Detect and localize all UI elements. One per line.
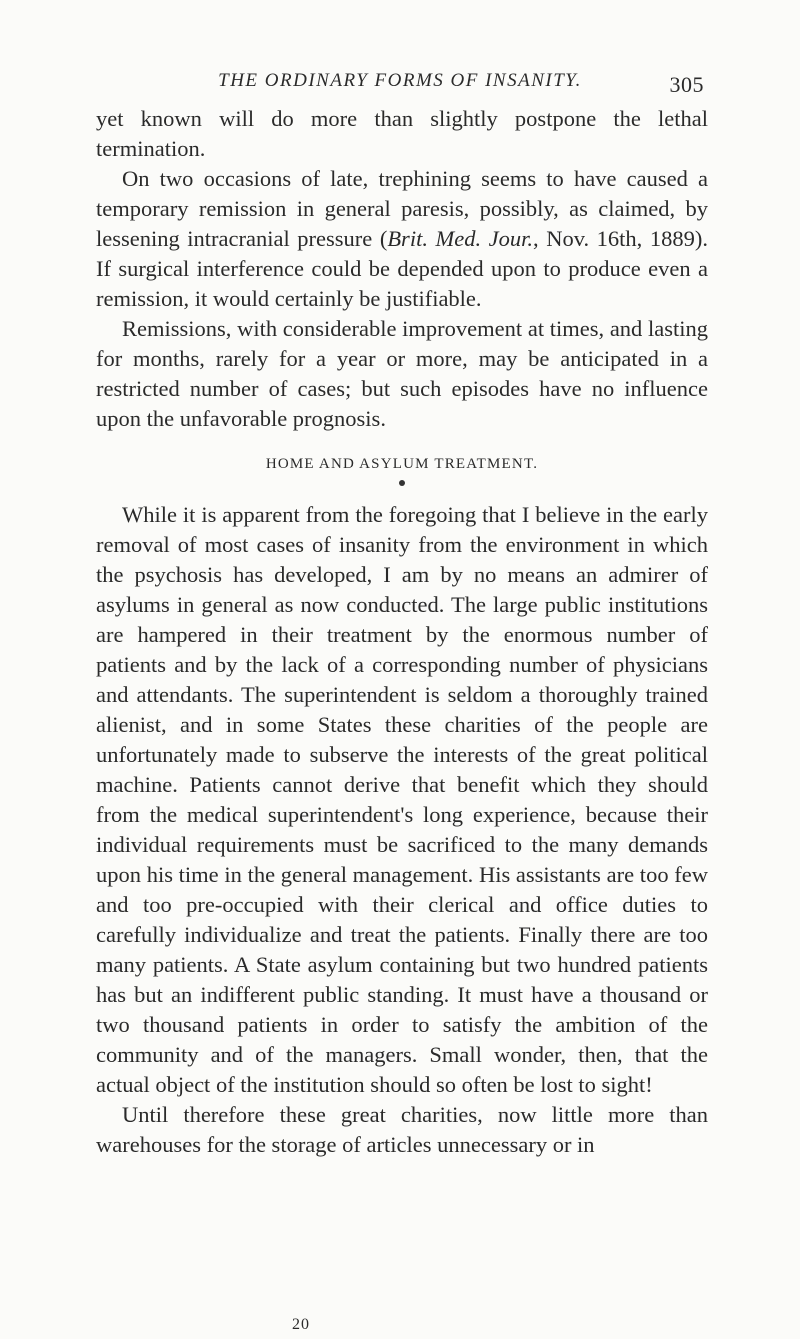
paragraph-remissions: Remissions, with considerable improvement at times, and lasting for months, rarely for a year or more, may be anticipated in a restricted number of cases; but such episodes have no influence upon the unfavorable prognosis.: [96, 316, 708, 431]
body-text: [96, 104, 708, 1160]
heading-dot-ornament: [399, 480, 405, 486]
section-heading: HOME AND ASYLUM TREATMENT.: [265, 456, 539, 472]
paragraph-asylums: While it is apparent from the foregoing that I believe in the early removal of most cases of insanity from the environment in which the psychosis has developed, I am by no means an admirer of asylums in general as now conducted. The large public institutions are hampered in their treatment by the enormous number of patients and by the lack of a corresponding number of physicians and attendants. The superintendent is seldom a thoroughly trained alienist, and in some States these charities of the people are unfortunately made to subserve the interests of the great political machine. Patients cannot derive that benefit which they should from the medical superintendent's long experience, because their individual requirements must be sacrificed to the many demands upon his time in the general management. His assistants are too few and too pre-occupied with their clerical and office duties to carefully individualize and treat the patients. Finally there are too many patients. A State asylum containing but two hundred patients has but an indifferent public standing. It must have a thousand or two thousand patients in order to satisfy the ambition of the community and of the managers. Small wonder, then, that the actual object of the institution should so often be lost to sight!: [96, 502, 708, 1097]
paragraph-trephining-text-a: On two occasions of late, trephining seems to have caused a temporary remission in general paresis, possibly, as claimed, by lessening intracranial pressure (: [96, 166, 708, 251]
paragraph-warehouses: Until therefore these great charities, now little more than warehouses for the storage of articles unnecessary or in: [96, 1102, 708, 1157]
paragraph-trephining-text-b: , Nov. 16th, 1889). If surgical interference could be depended upon to produce even a remission, it would certainly be justifiable.: [96, 226, 708, 311]
paragraph-trephining: [96, 164, 708, 314]
running-title: THE ORDINARY FORMS OF INSANITY.: [218, 70, 582, 91]
paragraph-continued: yet known will do more than slightly postpone the lethal termination.: [96, 106, 708, 161]
page-number: 305: [669, 72, 704, 97]
journal-citation: Brit. Med. Jour.: [387, 226, 534, 251]
running-head: [0, 70, 800, 98]
signature-mark: 20: [292, 1316, 310, 1333]
